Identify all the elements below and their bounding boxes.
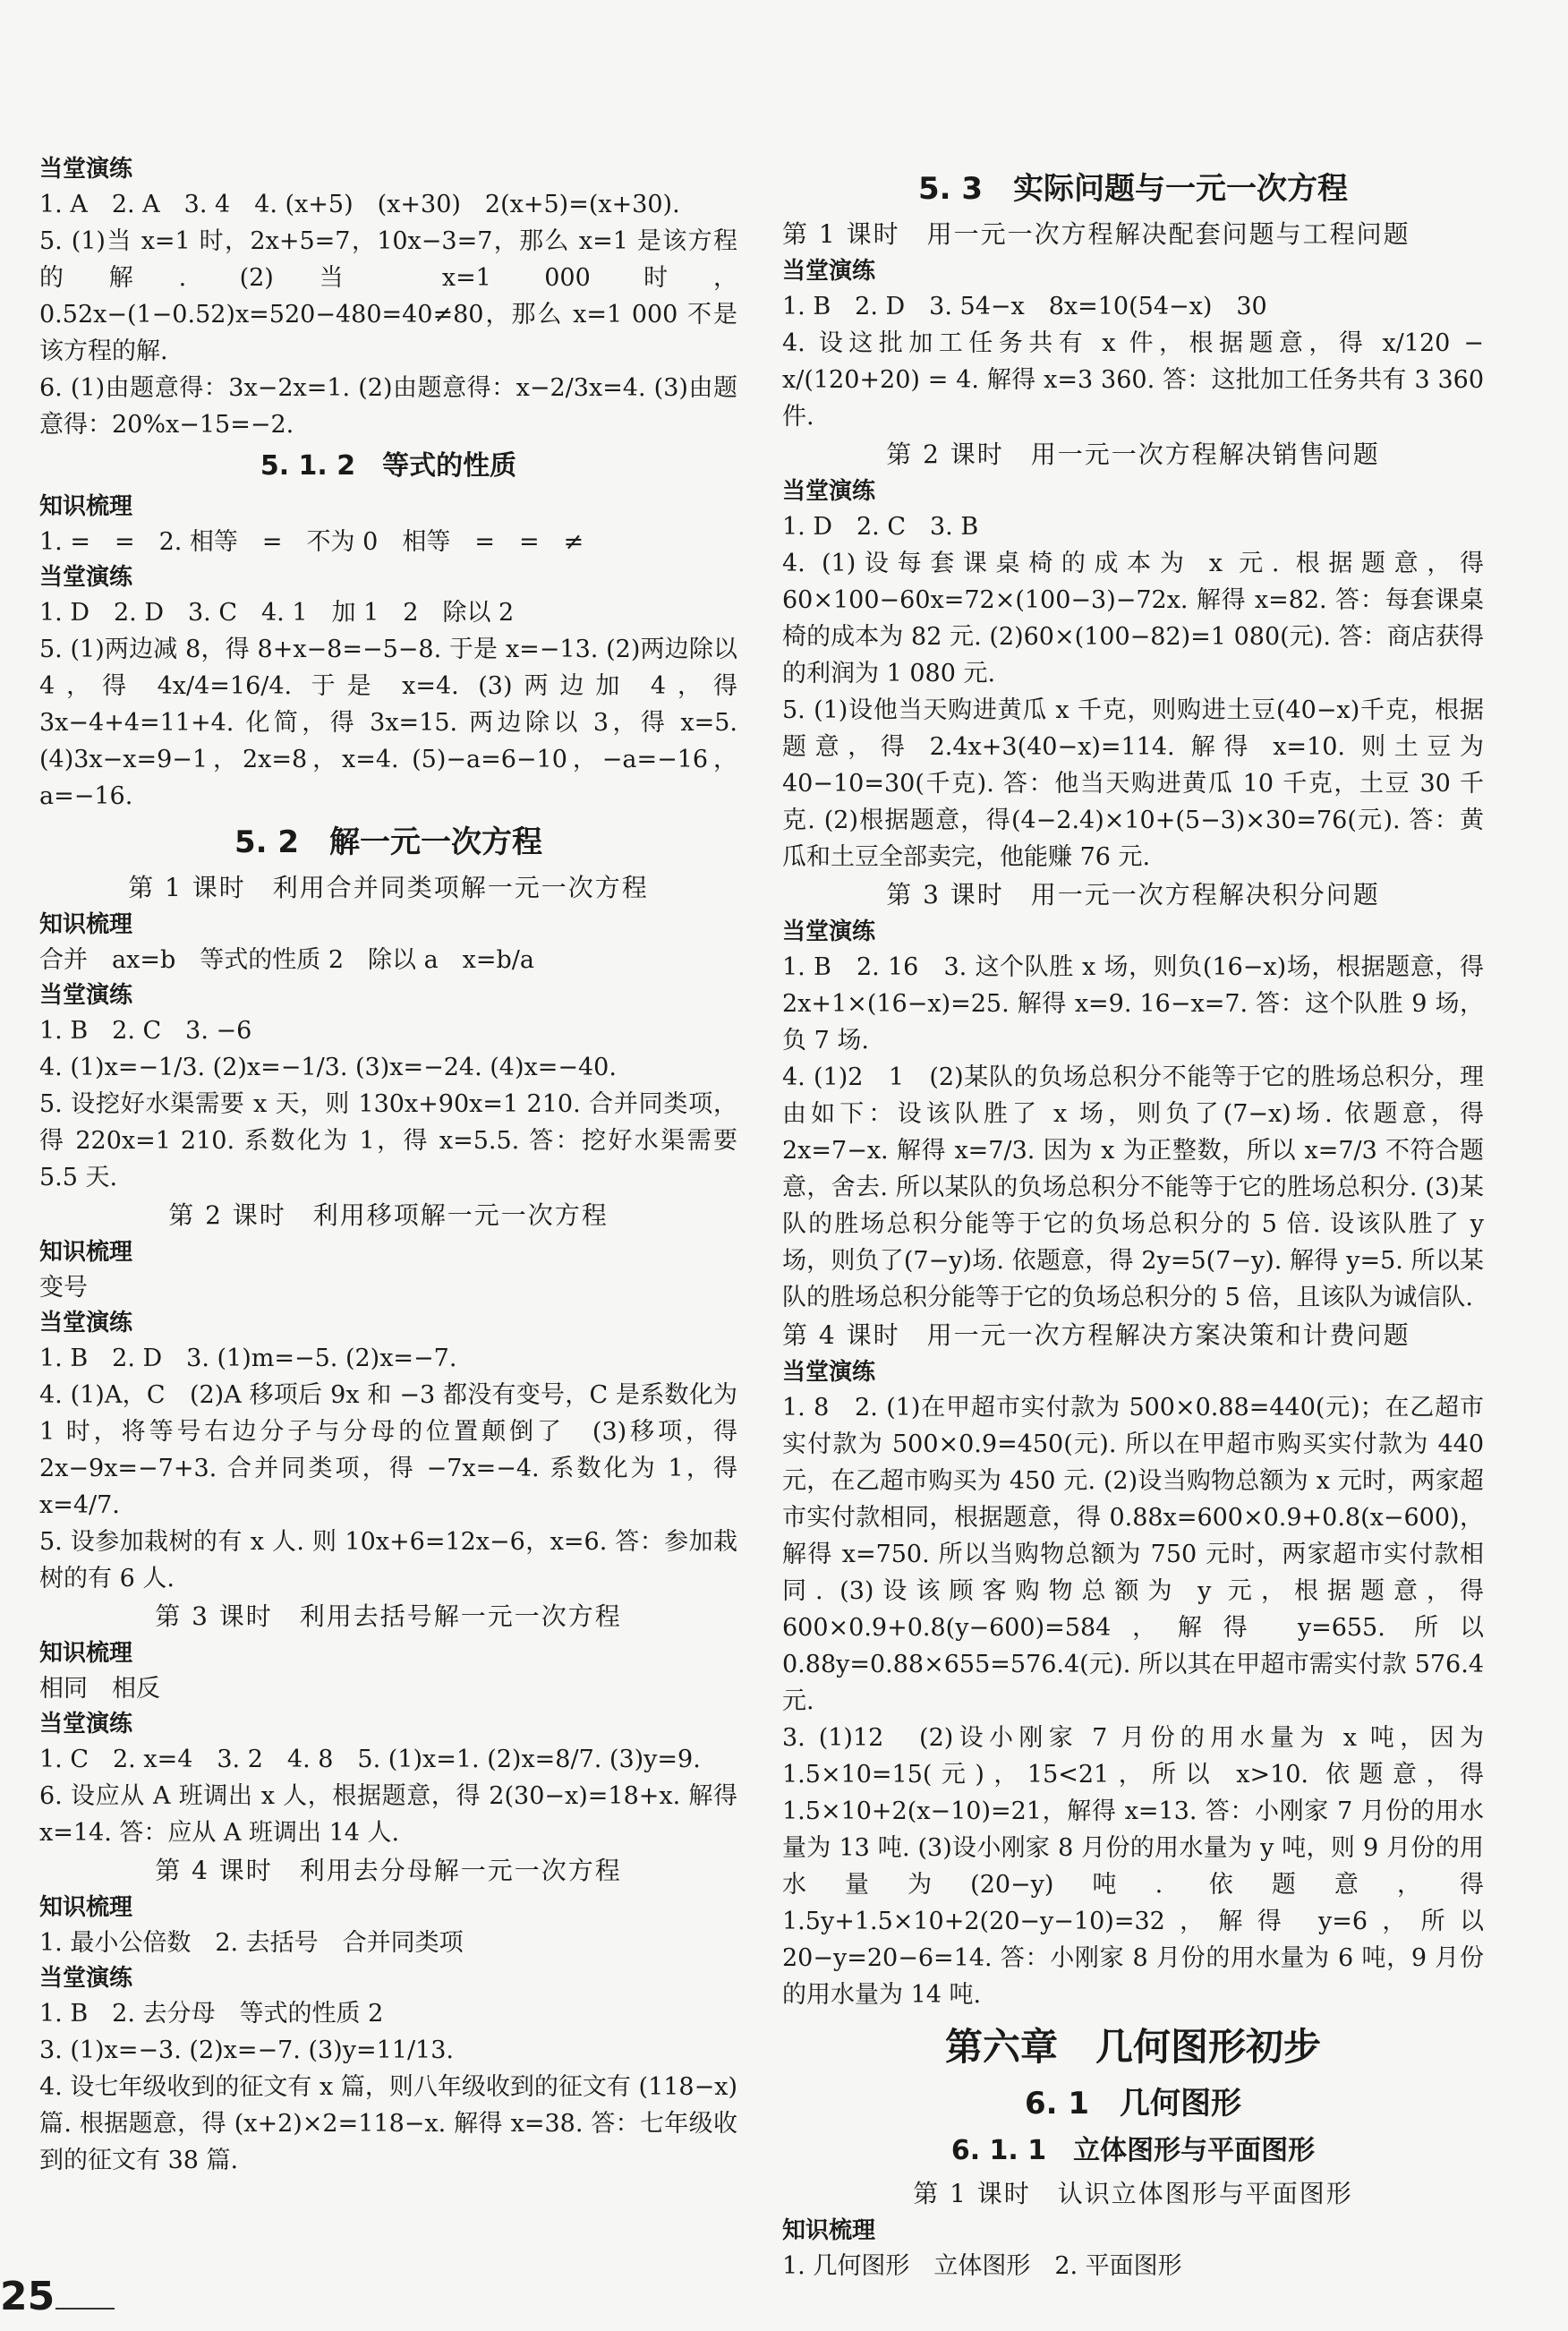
answer-line: 1. 8 2. (1)在甲超市实付款为 500×0.88=440(元)；在乙超市实付款为 500×0.9=450(元). 所以在甲超市购买实付款为 440 元，在乙超市购买为 450 元. (2)设当购物总额为 x 元时，两家超市实付款相同，根据题意，得 0.88x=600×0.9+0.8(x−600)，解得 x=750. 所以当购物总额为 750 元时，两家超市实付款相同. (3)设该顾客购物总额为 y 元，根据题意，得 600×0.9+0.8(y−600)=584，解得 y=655. 所以 0.88y=0.88×655=576.4(元). 所以其在甲超市需实付款 576.4 元. [782, 1394, 1484, 1715]
left-column [39, 152, 737, 2179]
answer-line: 1. B 2. C 3. −6 [39, 1017, 252, 1045]
answer-line: 3. (1)12 (2)设小刚家 7 月份的用水量为 x 吨，因为 1.5×10=15(元)，15<21，所以 x>10. 依题意，得 1.5×10+2(x−10)=21，解得 x=13. 答：小刚家 7 月份的用水量为 13 吨. (3)设小刚家 8 月份的用水量为 y 吨，则 9 月份的用水量为(20−y)吨. 依题意，得 1.5y+1.5×10+2(20−y−10)=32，解得 y=6，所以 20−y=20−6=14. 答：小刚家 8 月份的用水量为 6 吨，9 月份的用水量为 14 吨. [782, 1724, 1484, 2009]
section-label: 当堂演练 [782, 918, 876, 945]
answer-line: 1. B 2. 16 3. 这个队胜 x 场，则负(16−x)场，根据题意，得 2x+1×(16−x)=25. 解得 x=9. 16−x=7. 答：这个队胜 9 场，负 7 场. [782, 953, 1484, 1054]
section-label: 知识梳理 [39, 1239, 133, 1266]
answer-line: 1. A 2. A 3. 4 4. (x+5) (x+30) 2(x+5)=(x+30). [39, 191, 680, 218]
answer-line: 1. 最小公倍数 2. 去括号 合并同类项 [39, 1929, 464, 1957]
answer-line: 4. (1)2 1 (2)某队的负场总积分不能等于它的胜场总积分，理由如下：设该队胜了 x 场，则负了(7−x)场. 依题意，得 2x=7−x. 解得 x=7/3. 因为 x 为正整数，所以 x=7/3 不符合题意，舍去. 所以某队的负场总积分不能等于它的胜场总积分. (3)某队的胜场总积分能等于它的负场总积分的 5 倍. 设该队胜了 y 场，则负了(7−y)场. 依题意，得 2y=5(7−y). 解得 y=5. 所以某队的胜场总积分能等于它的负场总积分的 5 倍，且该队为诚信队. [782, 1063, 1484, 1311]
answer-line: 1. D 2. C 3. B [782, 513, 979, 541]
page-number: 25 [0, 2274, 55, 2319]
lesson-title: 第 1 课时 利用合并同类项解一元一次方程 [128, 873, 649, 902]
answer-line: 5. (1)两边减 8，得 8+x−8=−5−8. 于是 x=−13. (2)两边除以 4，得 4x/4=16/4. 于是 x=4. (3)两边加 4，得 3x−4+4=11+4. 化简，得 3x=15. 两边除以 3，得 x=5. (4)3x−x=9−1，2x=8，x=4. (5)−a=6−10，−a=−16，a=−16. [39, 636, 737, 810]
answer-line: 相同 相反 [39, 1675, 160, 1703]
section-label: 当堂演练 [782, 258, 876, 285]
answer-line: 5. (1)设他当天购进黄瓜 x 千克，则购进土豆(40−x)千克，根据题意，得 2.4x+3(40−x)=114. 解得 x=10. 则土豆为 40−10=30(千克). 答：他当天购进黄瓜 10 千克，土豆 30 千克. (2)根据题意，得(4−2.4)×10+(5−3)×30=76(元). 答：黄瓜和土豆全部卖完，他能赚 76 元. [782, 696, 1484, 871]
answer-line: 5. 设挖好水渠需要 x 天，则 130x+90x=1 210. 合并同类项，得 220x=1 210. 系数化为 1，得 x=5.5. 答：挖好水渠需要 5.5 天. [39, 1090, 737, 1191]
answer-line: 1. 几何图形 立体图形 2. 平面图形 [782, 2252, 1182, 2280]
section-title: 6. 1 几何图形 [1024, 2086, 1242, 2122]
section-label: 知识梳理 [39, 1894, 133, 1921]
lesson-title: 第 2 课时 用一元一次方程解决销售问题 [886, 440, 1380, 469]
chapter-title: 第六章 几何图形初步 [944, 2025, 1321, 2069]
answer-line: 4. 设这批加工任务共有 x 件，根据题意，得 x/120 − x/(120+20) = 4. 解得 x=3 360. 答：这批加工任务共有 3 360 件. [782, 329, 1484, 431]
section-label: 知识梳理 [39, 493, 133, 520]
answer-line: 合并 ax=b 等式的性质 2 除以 a x=b/a [39, 946, 534, 974]
section-label: 当堂演练 [39, 156, 133, 183]
answer-line: 6. (1)由题意得：3x−2x=1. (2)由题意得：x−2/3x=4. (3)由题意得：20%x−15=−2. [39, 374, 737, 439]
section-title: 5. 1. 2 等式的性质 [260, 450, 517, 482]
answer-line: 6. 设应从 A 班调出 x 人，根据题意，得 2(30−x)=18+x. 解得 x=14. 答：应从 A 班调出 14 人. [39, 1782, 737, 1847]
section-label: 知识梳理 [39, 911, 133, 938]
answer-line: 3. (1)x=−3. (2)x=−7. (3)y=11/13. [39, 2036, 454, 2064]
answer-line: 1. B 2. D 3. 54−x 8x=10(54−x) 30 [782, 293, 1267, 320]
lesson-title: 第 2 课时 利用移项解一元一次方程 [168, 1200, 609, 1230]
section-title: 5. 2 解一元一次方程 [234, 824, 543, 860]
answer-line: 1. B 2. D 3. (1)m=−5. (2)x=−7. [39, 1345, 457, 1372]
section-label: 当堂演练 [39, 982, 133, 1009]
lesson-title: 第 1 课时 认识立体图形与平面图形 [913, 2179, 1353, 2208]
section-label: 当堂演练 [39, 1711, 133, 1738]
answer-line: 4. (1)x=−1/3. (2)x=−1/3. (3)x=−24. (4)x=−40. [39, 1054, 617, 1081]
section-label: 知识梳理 [782, 2217, 876, 2244]
lesson-title: 第 1 课时 用一元一次方程解决配套问题与工程问题 [782, 219, 1410, 249]
lesson-title: 第 4 课时 用一元一次方程解决方案决策和计费问题 [782, 1320, 1410, 1350]
answer-line: 1. D 2. D 3. C 4. 1 加 1 2 除以 2 [39, 599, 515, 627]
section-label: 当堂演练 [39, 1965, 133, 1992]
section-title: 5. 3 实际问题与一元一次方程 [917, 171, 1349, 207]
lesson-title: 第 3 课时 用一元一次方程解决积分问题 [886, 880, 1380, 909]
answer-line: 4. 设七年级收到的征文有 x 篇，则八年级收到的征文有 (118−x)篇. 根据题意，得 (x+2)×2=118−x. 解得 x=38. 答：七年级收到的征文有 38 篇. [39, 2073, 737, 2174]
answer-line: 5. 设参加栽树的有 x 人. 则 10x+6=12x−6，x=6. 答：参加栽树的有 6 人. [39, 1528, 737, 1592]
answer-line: 1. C 2. x=4 3. 2 4. 8 5. (1)x=1. (2)x=8/7. (3)y=9. [39, 1746, 701, 1773]
answer-line: 4. (1)设每套课桌椅的成本为 x 元. 根据题意，得 60×100−60x=72×(100−3)−72x. 解得 x=82. 答：每套课桌椅的成本为 82 元. (2)60×(100−82)=1 080(元). 答：商店获得的利润为 1 080 元. [782, 550, 1484, 687]
subsection-title: 6. 1. 1 立体图形与平面图形 [950, 2135, 1316, 2166]
page-number-rule [55, 2308, 115, 2310]
answer-line: 5. (1)当 x=1 时，2x+5=7，10x−3=7，那么 x=1 是该方程的解. (2)当 x=1 000 时，0.52x−(1−0.52)x=520−480=40≠80，那么 x=1 000 不是该方程的解. [39, 227, 737, 365]
lesson-title: 第 4 课时 利用去分母解一元一次方程 [155, 1856, 622, 1885]
section-label: 知识梳理 [39, 1640, 133, 1667]
answer-line: 4. (1)A，C (2)A 移项后 9x 和 −3 都没有变号，C 是系数化为 1 时，将等号右边分子与分母的位置颠倒了 (3)移项，得 2x−9x=−7+3. 合并同类项，得 −7x=−4. 系数化为 1，得 x=4/7. [39, 1381, 737, 1519]
answer-line: 变号 [39, 1274, 88, 1302]
answer-line: 1. = = 2. 相等 = 不为 0 相等 = = ≠ [39, 528, 584, 556]
right-column [782, 161, 1484, 2284]
section-label: 当堂演练 [39, 564, 133, 591]
answer-line: 1. B 2. 去分母 等式的性质 2 [39, 2000, 384, 2028]
section-label: 当堂演练 [782, 478, 876, 505]
lesson-title: 第 3 课时 利用去括号解一元一次方程 [155, 1601, 622, 1631]
section-label: 当堂演练 [782, 1359, 876, 1386]
section-label: 当堂演练 [39, 1310, 133, 1336]
